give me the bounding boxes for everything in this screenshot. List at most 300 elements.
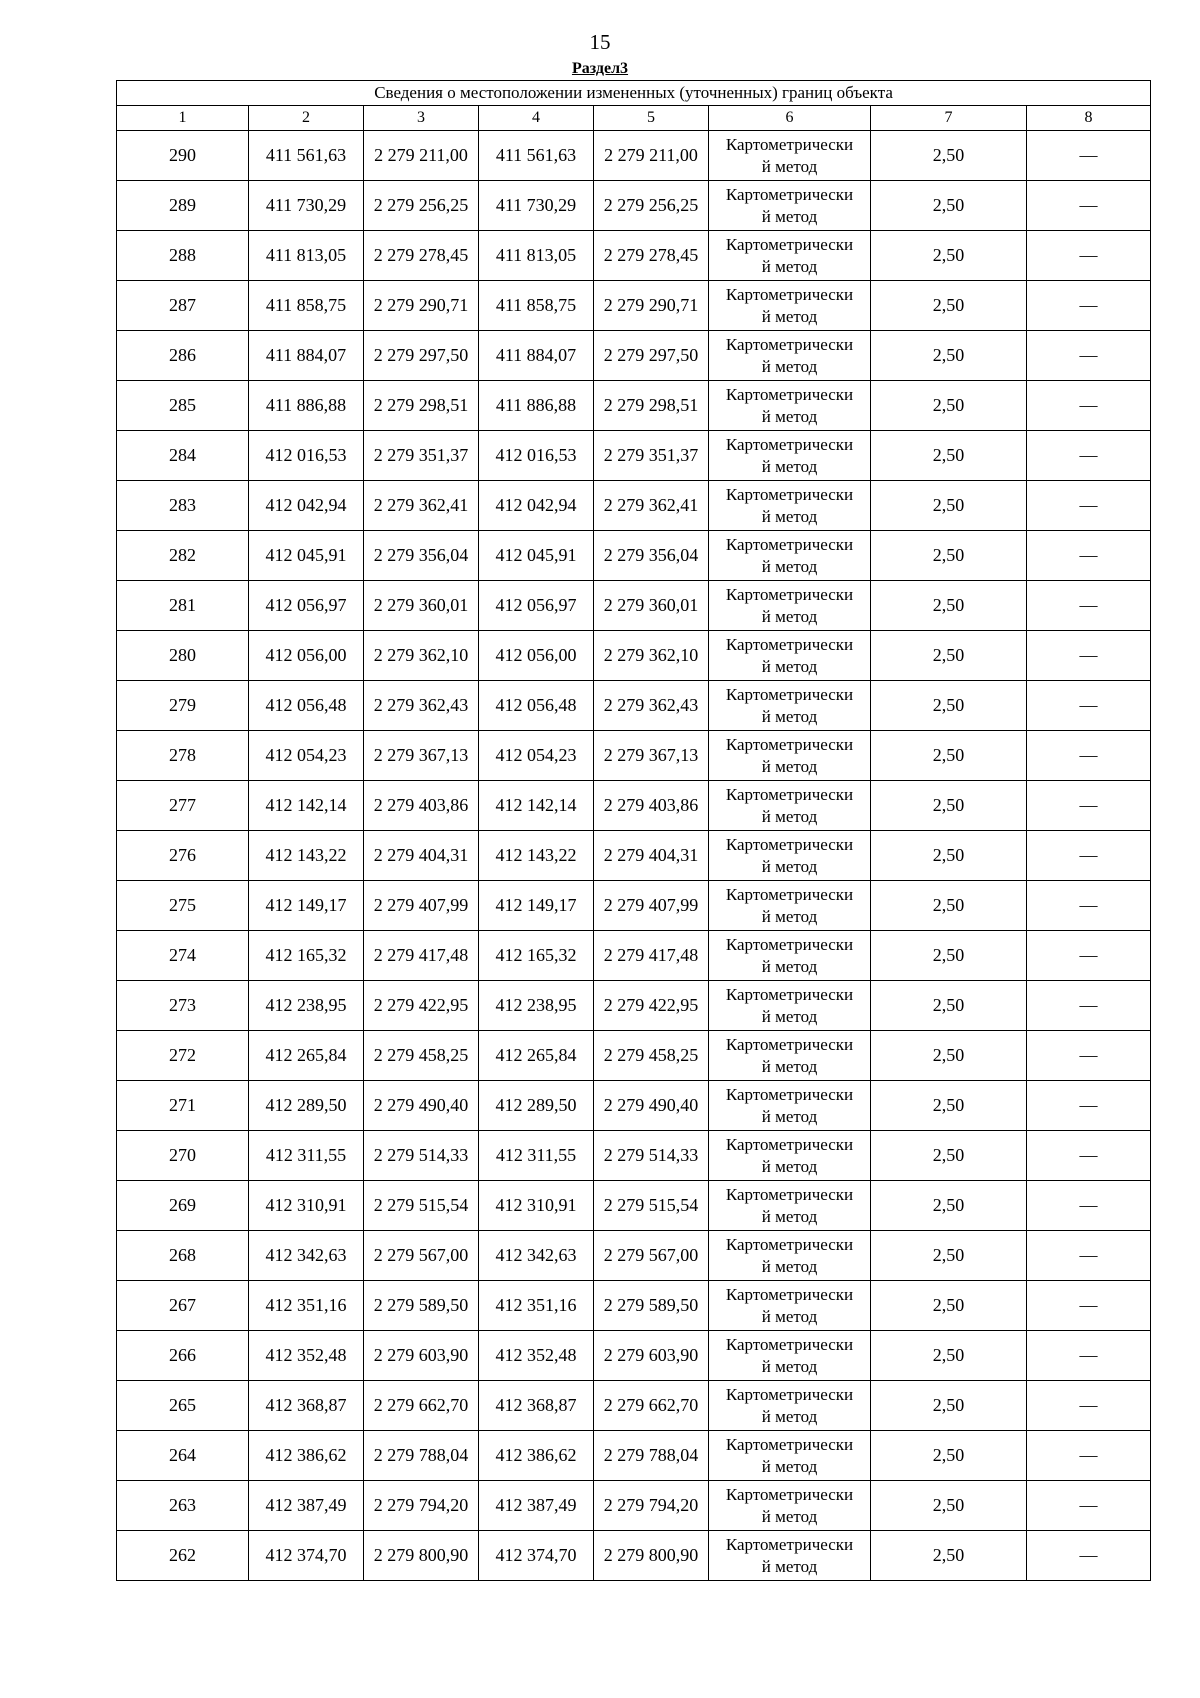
new-x-cell: 412 042,94 bbox=[479, 481, 594, 531]
existing-x-cell: 412 289,50 bbox=[249, 1081, 364, 1131]
description-cell: — bbox=[1027, 481, 1151, 531]
point-number-cell: 287 bbox=[117, 281, 249, 331]
existing-y-cell: 2 279 360,01 bbox=[364, 581, 479, 631]
description-cell: — bbox=[1027, 1531, 1151, 1581]
precision-cell: 2,50 bbox=[871, 1031, 1027, 1081]
method-text-line: Картометрически bbox=[725, 1534, 854, 1554]
new-x-cell: 412 016,53 bbox=[479, 431, 594, 481]
precision-cell: 2,50 bbox=[871, 781, 1027, 831]
new-y-cell: 2 279 351,37 bbox=[594, 431, 709, 481]
point-number-cell: 279 bbox=[117, 681, 249, 731]
new-x-cell: 412 368,87 bbox=[479, 1381, 594, 1431]
method-cell bbox=[709, 631, 871, 681]
description-cell: — bbox=[1027, 331, 1151, 381]
new-y-cell: 2 279 256,25 bbox=[594, 181, 709, 231]
existing-y-cell: 2 279 367,13 bbox=[364, 731, 479, 781]
table-row bbox=[117, 331, 1151, 381]
precision-cell: 2,50 bbox=[871, 1081, 1027, 1131]
point-number-cell: 278 bbox=[117, 731, 249, 781]
new-y-cell: 2 279 211,00 bbox=[594, 131, 709, 181]
precision-cell: 2,50 bbox=[871, 1531, 1027, 1581]
method-cell bbox=[709, 331, 871, 381]
method-cell bbox=[709, 1181, 871, 1231]
precision-cell: 2,50 bbox=[871, 1181, 1027, 1231]
description-cell: — bbox=[1027, 531, 1151, 581]
existing-x-cell: 412 351,16 bbox=[249, 1281, 364, 1331]
method-cell bbox=[709, 431, 871, 481]
existing-y-cell: 2 279 589,50 bbox=[364, 1281, 479, 1331]
new-y-cell: 2 279 589,50 bbox=[594, 1281, 709, 1331]
new-y-cell: 2 279 514,33 bbox=[594, 1131, 709, 1181]
method-text-line: Картометрически bbox=[725, 1034, 854, 1054]
method-cell bbox=[709, 481, 871, 531]
method-text-line: й метод bbox=[761, 1456, 818, 1476]
method-text-line: Картометрически bbox=[725, 634, 854, 654]
existing-y-cell: 2 279 298,51 bbox=[364, 381, 479, 431]
precision-cell: 2,50 bbox=[871, 531, 1027, 581]
new-x-cell: 411 730,29 bbox=[479, 181, 594, 231]
method-text-line: Картометрически bbox=[725, 1184, 854, 1204]
existing-y-cell: 2 279 404,31 bbox=[364, 831, 479, 881]
method-cell bbox=[709, 281, 871, 331]
existing-x-cell: 412 165,32 bbox=[249, 931, 364, 981]
existing-x-cell: 412 142,14 bbox=[249, 781, 364, 831]
precision-cell: 2,50 bbox=[871, 831, 1027, 881]
existing-y-cell: 2 279 356,04 bbox=[364, 531, 479, 581]
new-x-cell: 412 056,00 bbox=[479, 631, 594, 681]
description-cell: — bbox=[1027, 1281, 1151, 1331]
existing-y-cell: 2 279 567,00 bbox=[364, 1231, 479, 1281]
new-x-cell: 412 310,91 bbox=[479, 1181, 594, 1231]
point-number-cell: 271 bbox=[117, 1081, 249, 1131]
method-cell bbox=[709, 581, 871, 631]
column-number: 1 bbox=[117, 106, 249, 131]
table-row bbox=[117, 131, 1151, 181]
precision-cell: 2,50 bbox=[871, 1131, 1027, 1181]
description-cell: — bbox=[1027, 131, 1151, 181]
existing-x-cell: 412 386,62 bbox=[249, 1431, 364, 1481]
method-text-line: й метод bbox=[761, 1256, 818, 1276]
point-number-cell: 266 bbox=[117, 1331, 249, 1381]
description-cell: — bbox=[1027, 1031, 1151, 1081]
method-text-line: Картометрически bbox=[725, 1484, 854, 1504]
method-cell bbox=[709, 1081, 871, 1131]
method-cell bbox=[709, 131, 871, 181]
description-cell: — bbox=[1027, 281, 1151, 331]
table-row bbox=[117, 1381, 1151, 1431]
method-text-line: й метод bbox=[761, 1056, 818, 1076]
method-text-line: й метод bbox=[761, 506, 818, 526]
method-text-line: й метод bbox=[761, 1106, 818, 1126]
column-number: 2 bbox=[249, 106, 364, 131]
method-cell bbox=[709, 531, 871, 581]
description-cell: — bbox=[1027, 381, 1151, 431]
description-cell: — bbox=[1027, 431, 1151, 481]
new-x-cell: 412 374,70 bbox=[479, 1531, 594, 1581]
table-row bbox=[117, 881, 1151, 931]
point-number-cell: 277 bbox=[117, 781, 249, 831]
method-cell bbox=[709, 1231, 871, 1281]
existing-x-cell: 412 056,00 bbox=[249, 631, 364, 681]
new-x-cell: 412 386,62 bbox=[479, 1431, 594, 1481]
method-text-line: Картометрически bbox=[725, 334, 854, 354]
method-text-line: Картометрически bbox=[725, 834, 854, 854]
description-cell: — bbox=[1027, 681, 1151, 731]
table-body bbox=[117, 131, 1151, 1581]
existing-y-cell: 2 279 211,00 bbox=[364, 131, 479, 181]
point-number-cell: 284 bbox=[117, 431, 249, 481]
method-cell bbox=[709, 1431, 871, 1481]
method-text-line: Картометрически bbox=[725, 1384, 854, 1404]
new-y-cell: 2 279 367,13 bbox=[594, 731, 709, 781]
method-text-line: Картометрически bbox=[725, 1084, 854, 1104]
page-number: 15 bbox=[589, 30, 611, 54]
method-cell bbox=[709, 1281, 871, 1331]
point-number-cell: 283 bbox=[117, 481, 249, 531]
column-number: 6 bbox=[709, 106, 871, 131]
method-text-line: Картометрически bbox=[725, 234, 854, 254]
precision-cell: 2,50 bbox=[871, 1481, 1027, 1531]
new-x-cell: 412 142,14 bbox=[479, 781, 594, 831]
precision-cell: 2,50 bbox=[871, 481, 1027, 531]
method-text-line: Картометрически bbox=[725, 1334, 854, 1354]
existing-x-cell: 412 056,48 bbox=[249, 681, 364, 731]
column-number: 5 bbox=[594, 106, 709, 131]
method-text-line: Картометрически bbox=[725, 484, 854, 504]
precision-cell: 2,50 bbox=[871, 681, 1027, 731]
existing-x-cell: 412 045,91 bbox=[249, 531, 364, 581]
description-cell: — bbox=[1027, 181, 1151, 231]
method-text-line: й метод bbox=[761, 1206, 818, 1226]
method-text-line: й метод bbox=[761, 1306, 818, 1326]
method-text-line: Картометрически bbox=[725, 884, 854, 904]
precision-cell: 2,50 bbox=[871, 181, 1027, 231]
table-row bbox=[117, 431, 1151, 481]
new-x-cell: 412 056,97 bbox=[479, 581, 594, 631]
method-cell bbox=[709, 1481, 871, 1531]
existing-y-cell: 2 279 351,37 bbox=[364, 431, 479, 481]
method-text-line: й метод bbox=[761, 156, 818, 176]
table-row bbox=[117, 1081, 1151, 1131]
description-cell: — bbox=[1027, 231, 1151, 281]
table-row bbox=[117, 581, 1151, 631]
table-row bbox=[117, 781, 1151, 831]
new-y-cell: 2 279 515,54 bbox=[594, 1181, 709, 1231]
method-text-line: Картометрически bbox=[725, 534, 854, 554]
table-row bbox=[117, 1481, 1151, 1531]
description-cell: — bbox=[1027, 1481, 1151, 1531]
method-text-line: й метод bbox=[761, 806, 818, 826]
new-x-cell: 411 561,63 bbox=[479, 131, 594, 181]
precision-cell: 2,50 bbox=[871, 381, 1027, 431]
method-text-line: Картометрически bbox=[725, 584, 854, 604]
method-text-line: Картометрически bbox=[725, 684, 854, 704]
table-row bbox=[117, 1231, 1151, 1281]
method-text-line: й метод bbox=[761, 856, 818, 876]
existing-y-cell: 2 279 417,48 bbox=[364, 931, 479, 981]
method-cell bbox=[709, 931, 871, 981]
method-text-line: й метод bbox=[761, 956, 818, 976]
new-x-cell: 412 045,91 bbox=[479, 531, 594, 581]
description-cell: — bbox=[1027, 731, 1151, 781]
new-x-cell: 411 886,88 bbox=[479, 381, 594, 431]
existing-y-cell: 2 279 407,99 bbox=[364, 881, 479, 931]
table-row bbox=[117, 281, 1151, 331]
method-text-line: й метод bbox=[761, 1556, 818, 1576]
new-y-cell: 2 279 278,45 bbox=[594, 231, 709, 281]
method-cell bbox=[709, 881, 871, 931]
existing-x-cell: 412 042,94 bbox=[249, 481, 364, 531]
method-cell bbox=[709, 1031, 871, 1081]
existing-x-cell: 411 561,63 bbox=[249, 131, 364, 181]
precision-cell: 2,50 bbox=[871, 1331, 1027, 1381]
method-text-line: Картометрически bbox=[725, 134, 854, 154]
existing-y-cell: 2 279 788,04 bbox=[364, 1431, 479, 1481]
existing-x-cell: 411 884,07 bbox=[249, 331, 364, 381]
existing-x-cell: 412 143,22 bbox=[249, 831, 364, 881]
existing-y-cell: 2 279 256,25 bbox=[364, 181, 479, 231]
point-number-cell: 267 bbox=[117, 1281, 249, 1331]
method-text-line: Картометрически bbox=[725, 1134, 854, 1154]
point-number-cell: 276 bbox=[117, 831, 249, 881]
point-number-cell: 282 bbox=[117, 531, 249, 581]
existing-x-cell: 412 387,49 bbox=[249, 1481, 364, 1531]
precision-cell: 2,50 bbox=[871, 881, 1027, 931]
existing-y-cell: 2 279 362,10 bbox=[364, 631, 479, 681]
precision-cell: 2,50 bbox=[871, 631, 1027, 681]
description-cell: — bbox=[1027, 1081, 1151, 1131]
method-text-line: Картометрически bbox=[725, 934, 854, 954]
method-text-line: й метод bbox=[761, 1356, 818, 1376]
column-number: 7 bbox=[871, 106, 1027, 131]
new-y-cell: 2 279 788,04 bbox=[594, 1431, 709, 1481]
description-cell: — bbox=[1027, 631, 1151, 681]
method-text-line: й метод bbox=[761, 1406, 818, 1426]
column-number: 3 bbox=[364, 106, 479, 131]
method-text-line: Картометрически bbox=[725, 434, 854, 454]
method-text-line: Картометрически bbox=[725, 1234, 854, 1254]
method-cell bbox=[709, 1331, 871, 1381]
point-number-cell: 270 bbox=[117, 1131, 249, 1181]
point-number-cell: 273 bbox=[117, 981, 249, 1031]
description-cell: — bbox=[1027, 1381, 1151, 1431]
method-text-line: й метод bbox=[761, 656, 818, 676]
existing-x-cell: 412 342,63 bbox=[249, 1231, 364, 1281]
precision-cell: 2,50 bbox=[871, 931, 1027, 981]
new-x-cell: 412 238,95 bbox=[479, 981, 594, 1031]
table-row bbox=[117, 1181, 1151, 1231]
description-cell: — bbox=[1027, 931, 1151, 981]
new-x-cell: 412 352,48 bbox=[479, 1331, 594, 1381]
precision-cell: 2,50 bbox=[871, 1281, 1027, 1331]
method-text-line: й метод bbox=[761, 556, 818, 576]
method-cell bbox=[709, 831, 871, 881]
existing-y-cell: 2 279 458,25 bbox=[364, 1031, 479, 1081]
point-number-cell: 269 bbox=[117, 1181, 249, 1231]
method-text-line: й метод bbox=[761, 256, 818, 276]
method-text-line: й метод bbox=[761, 906, 818, 926]
column-number-row bbox=[117, 106, 1151, 131]
table-row bbox=[117, 1531, 1151, 1581]
new-x-cell: 412 165,32 bbox=[479, 931, 594, 981]
point-number-cell: 262 bbox=[117, 1531, 249, 1581]
new-y-cell: 2 279 662,70 bbox=[594, 1381, 709, 1431]
precision-cell: 2,50 bbox=[871, 1431, 1027, 1481]
existing-y-cell: 2 279 515,54 bbox=[364, 1181, 479, 1231]
new-x-cell: 412 387,49 bbox=[479, 1481, 594, 1531]
method-text-line: й метод bbox=[761, 756, 818, 776]
existing-x-cell: 412 352,48 bbox=[249, 1331, 364, 1381]
method-cell bbox=[709, 731, 871, 781]
precision-cell: 2,50 bbox=[871, 331, 1027, 381]
table-row bbox=[117, 631, 1151, 681]
existing-y-cell: 2 279 362,41 bbox=[364, 481, 479, 531]
point-number-cell: 274 bbox=[117, 931, 249, 981]
table-row bbox=[117, 831, 1151, 881]
method-cell bbox=[709, 781, 871, 831]
existing-y-cell: 2 279 514,33 bbox=[364, 1131, 479, 1181]
table-row bbox=[117, 531, 1151, 581]
new-y-cell: 2 279 407,99 bbox=[594, 881, 709, 931]
description-cell: — bbox=[1027, 1431, 1151, 1481]
new-y-cell: 2 279 800,90 bbox=[594, 1531, 709, 1581]
new-x-cell: 412 342,63 bbox=[479, 1231, 594, 1281]
method-cell bbox=[709, 231, 871, 281]
point-number-cell: 280 bbox=[117, 631, 249, 681]
method-cell bbox=[709, 1131, 871, 1181]
new-y-cell: 2 279 404,31 bbox=[594, 831, 709, 881]
method-text-line: Картометрически bbox=[725, 734, 854, 754]
existing-y-cell: 2 279 403,86 bbox=[364, 781, 479, 831]
point-number-cell: 268 bbox=[117, 1231, 249, 1281]
new-y-cell: 2 279 298,51 bbox=[594, 381, 709, 431]
new-x-cell: 412 351,16 bbox=[479, 1281, 594, 1331]
existing-y-cell: 2 279 297,50 bbox=[364, 331, 479, 381]
method-cell bbox=[709, 1381, 871, 1431]
existing-x-cell: 412 374,70 bbox=[249, 1531, 364, 1581]
existing-x-cell: 411 813,05 bbox=[249, 231, 364, 281]
existing-y-cell: 2 279 603,90 bbox=[364, 1331, 479, 1381]
table-row bbox=[117, 1131, 1151, 1181]
new-y-cell: 2 279 290,71 bbox=[594, 281, 709, 331]
description-cell: — bbox=[1027, 1331, 1151, 1381]
new-y-cell: 2 279 362,43 bbox=[594, 681, 709, 731]
existing-y-cell: 2 279 278,45 bbox=[364, 231, 479, 281]
point-number-cell: 285 bbox=[117, 381, 249, 431]
point-number-cell: 272 bbox=[117, 1031, 249, 1081]
description-cell: — bbox=[1027, 881, 1151, 931]
method-cell bbox=[709, 981, 871, 1031]
existing-x-cell: 412 311,55 bbox=[249, 1131, 364, 1181]
new-x-cell: 411 858,75 bbox=[479, 281, 594, 331]
table-row bbox=[117, 231, 1151, 281]
method-text-line: Картометрически bbox=[725, 384, 854, 404]
point-number-cell: 264 bbox=[117, 1431, 249, 1481]
method-text-line: й метод bbox=[761, 356, 818, 376]
section-title: Раздел3 bbox=[571, 60, 629, 77]
description-cell: — bbox=[1027, 1131, 1151, 1181]
existing-y-cell: 2 279 362,43 bbox=[364, 681, 479, 731]
new-y-cell: 2 279 356,04 bbox=[594, 531, 709, 581]
new-x-cell: 412 143,22 bbox=[479, 831, 594, 881]
new-y-cell: 2 279 490,40 bbox=[594, 1081, 709, 1131]
description-cell: — bbox=[1027, 781, 1151, 831]
method-text-line: Картометрически bbox=[725, 1284, 854, 1304]
new-x-cell: 411 813,05 bbox=[479, 231, 594, 281]
method-cell bbox=[709, 381, 871, 431]
existing-x-cell: 412 238,95 bbox=[249, 981, 364, 1031]
new-x-cell: 411 884,07 bbox=[479, 331, 594, 381]
precision-cell: 2,50 bbox=[871, 131, 1027, 181]
new-x-cell: 412 265,84 bbox=[479, 1031, 594, 1081]
boundary-coordinates-table bbox=[116, 80, 1151, 1581]
point-number-cell: 286 bbox=[117, 331, 249, 381]
new-y-cell: 2 279 458,25 bbox=[594, 1031, 709, 1081]
existing-x-cell: 412 310,91 bbox=[249, 1181, 364, 1231]
existing-x-cell: 412 056,97 bbox=[249, 581, 364, 631]
table-row bbox=[117, 731, 1151, 781]
table-row bbox=[117, 981, 1151, 1031]
new-y-cell: 2 279 794,20 bbox=[594, 1481, 709, 1531]
new-x-cell: 412 054,23 bbox=[479, 731, 594, 781]
table-row bbox=[117, 181, 1151, 231]
table-row bbox=[117, 931, 1151, 981]
method-text-line: Картометрически bbox=[725, 284, 854, 304]
new-x-cell: 412 149,17 bbox=[479, 881, 594, 931]
table-caption: Сведения о местоположении измененных (уточненных) границ объекта bbox=[117, 81, 1151, 106]
description-cell: — bbox=[1027, 831, 1151, 881]
column-number: 4 bbox=[479, 106, 594, 131]
precision-cell: 2,50 bbox=[871, 231, 1027, 281]
existing-y-cell: 2 279 794,20 bbox=[364, 1481, 479, 1531]
existing-x-cell: 411 858,75 bbox=[249, 281, 364, 331]
existing-y-cell: 2 279 490,40 bbox=[364, 1081, 479, 1131]
new-x-cell: 412 311,55 bbox=[479, 1131, 594, 1181]
existing-y-cell: 2 279 662,70 bbox=[364, 1381, 479, 1431]
point-number-cell: 275 bbox=[117, 881, 249, 931]
method-text-line: й метод bbox=[761, 456, 818, 476]
point-number-cell: 288 bbox=[117, 231, 249, 281]
new-y-cell: 2 279 362,41 bbox=[594, 481, 709, 531]
existing-x-cell: 412 054,23 bbox=[249, 731, 364, 781]
precision-cell: 2,50 bbox=[871, 731, 1027, 781]
method-text-line: Картометрически bbox=[725, 984, 854, 1004]
point-number-cell: 289 bbox=[117, 181, 249, 231]
precision-cell: 2,50 bbox=[871, 981, 1027, 1031]
method-text-line: й метод bbox=[761, 606, 818, 626]
method-cell bbox=[709, 681, 871, 731]
method-text-line: й метод bbox=[761, 206, 818, 226]
precision-cell: 2,50 bbox=[871, 1231, 1027, 1281]
new-y-cell: 2 279 297,50 bbox=[594, 331, 709, 381]
description-cell: — bbox=[1027, 981, 1151, 1031]
method-text-line: Картометрически bbox=[725, 1434, 854, 1454]
new-y-cell: 2 279 567,00 bbox=[594, 1231, 709, 1281]
precision-cell: 2,50 bbox=[871, 281, 1027, 331]
method-text-line: й метод bbox=[761, 1156, 818, 1176]
existing-x-cell: 412 265,84 bbox=[249, 1031, 364, 1081]
new-y-cell: 2 279 603,90 bbox=[594, 1331, 709, 1381]
existing-x-cell: 412 149,17 bbox=[249, 881, 364, 931]
new-y-cell: 2 279 403,86 bbox=[594, 781, 709, 831]
precision-cell: 2,50 bbox=[871, 1381, 1027, 1431]
existing-y-cell: 2 279 290,71 bbox=[364, 281, 479, 331]
column-number: 8 bbox=[1027, 106, 1151, 131]
new-y-cell: 2 279 360,01 bbox=[594, 581, 709, 631]
existing-x-cell: 412 368,87 bbox=[249, 1381, 364, 1431]
description-cell: — bbox=[1027, 1231, 1151, 1281]
existing-y-cell: 2 279 800,90 bbox=[364, 1531, 479, 1581]
